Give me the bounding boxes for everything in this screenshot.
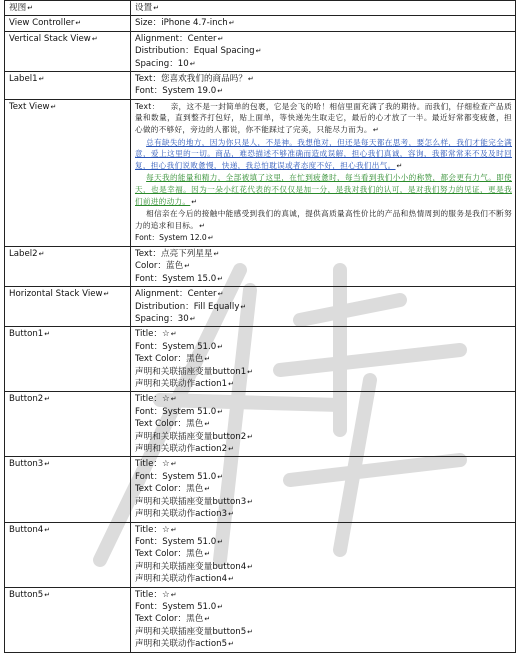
view-name-cell: Text View↵ [5, 99, 131, 246]
setting-line: Distribution：Fill Equally↵ [135, 301, 247, 312]
paragraph-mark-icon: ↵ [217, 602, 224, 611]
setting-line: Font：System 12.0↵ [135, 233, 214, 243]
table-row [5, 392, 516, 457]
paragraph-mark-icon: ↵ [228, 380, 234, 389]
paragraph-mark-icon: ↵ [228, 575, 234, 584]
paragraph-mark-icon: ↵ [189, 315, 196, 323]
setting-cell [131, 72, 516, 100]
paragraph-mark-icon: ↵ [247, 75, 254, 84]
paragraph-mark-icon: ↵ [217, 87, 224, 96]
paragraph-mark-icon: ↵ [44, 525, 51, 534]
table-row [5, 287, 516, 327]
paragraph-mark-icon: ↵ [204, 420, 211, 429]
view-name-cell: Horizontal Stack View↵ [5, 287, 131, 327]
setting-cell [131, 587, 516, 652]
setting-line: Text：点亮下列星星↵ [135, 248, 220, 259]
paragraph-mark-icon: ↵ [372, 126, 379, 135]
setting-line: 声明和关联插座变量button3↵ [135, 496, 254, 507]
paragraph-mark-icon: ↵ [217, 342, 224, 351]
setting-line: Text： 亲，这不是一封简单的包裹，它是会飞的哈！相信里面充满了我的期待。而我们，仔细检查产品质量和数量，直到整齐打包好，贴上面单，等快递先生取走它，最后的心才放了一半。最近好常都变疲惫，担心做的不够好，旁边的人都说，你不能踩过了完美，只能尽力而为。↵ [135, 101, 512, 135]
setting-line: Distribution：Equal Spacing↵ [135, 46, 262, 57]
setting-line: 每天我的能量和精力，全部被填了这里，在忙到疲惫时，每当看到我们小小的称赞，都会更有力气。即使天，也是幸福。因为一朵小红花代表的不仅仅是加一分，是我对我们的认可，是对我们努力的见证，更是我们前进的动力。↵ [135, 173, 512, 206]
paragraph-mark-icon: ↵ [204, 485, 211, 494]
setting-line: Alignment：Center↵ [135, 33, 224, 44]
table-row [5, 327, 516, 392]
paragraph-mark-icon: ↵ [44, 460, 51, 469]
setting-line: Title：☆↵ [135, 524, 177, 535]
setting-line: Font：System 51.0↵ [135, 406, 224, 417]
paragraph-mark-icon: ↵ [199, 221, 206, 230]
view-name-cell: Button1↵ [5, 327, 131, 392]
table-row [5, 246, 516, 286]
setting-line: Font：System 15.0↵ [135, 273, 224, 284]
setting-line: Font：System 51.0↵ [135, 601, 224, 612]
setting-line: Text Color：黑色↵ [135, 484, 211, 495]
setting-line: Text Color：黑色↵ [135, 614, 211, 625]
view-name-cell: View Controller↵ [5, 16, 131, 31]
setting-line: 相信亲在今后的接触中能感受到我们的真诚，提供高质量高性价比的产品和热情周到的服务是我们不断努力的追求和目标。↵ [135, 209, 512, 230]
view-name-cell: Button2↵ [5, 392, 131, 457]
setting-line: Font：System 51.0↵ [135, 536, 224, 547]
paragraph-mark-icon: ↵ [75, 19, 82, 28]
table-row [5, 72, 516, 100]
paragraph-mark-icon: ↵ [228, 19, 235, 28]
paragraph-mark-icon: ↵ [103, 290, 110, 299]
view-name-cell: Label1↵ [5, 72, 131, 100]
paragraph-mark-icon: ↵ [191, 197, 198, 206]
paragraph-mark-icon: ↵ [204, 355, 211, 364]
setting-line: 声明和关联动作action1↵ [135, 379, 234, 390]
paragraph-mark-icon: ↵ [217, 537, 224, 546]
view-name-cell: Button4↵ [5, 522, 131, 587]
setting-cell [131, 287, 516, 327]
table-row [5, 99, 516, 246]
paragraph-mark-icon: ↵ [228, 640, 234, 649]
paragraph-mark-icon: ↵ [213, 249, 220, 258]
paragraph-mark-icon: ↵ [217, 274, 224, 283]
header-setting-cell: 设置↵ [131, 1, 516, 16]
paragraph-mark-icon: ↵ [27, 4, 34, 12]
setting-line: Title：☆↵ [135, 394, 177, 405]
setting-cell [131, 31, 516, 71]
header-view-cell: 视图↵ [5, 1, 131, 16]
paragraph-mark-icon: ↵ [170, 525, 177, 534]
setting-line: Font：System 19.0↵ [135, 86, 224, 97]
table-row [5, 457, 516, 522]
setting-cell [131, 392, 516, 457]
setting-line: Title：☆↵ [135, 589, 177, 600]
setting-line: Spacing：30↵ [135, 314, 196, 324]
paragraph-mark-icon: ↵ [44, 330, 51, 339]
paragraph-mark-icon: ↵ [247, 432, 254, 441]
paragraph-mark-icon: ↵ [204, 550, 211, 559]
setting-line: Text：您喜欢我们的商品吗？↵ [135, 74, 254, 85]
paragraph-mark-icon: ↵ [255, 47, 262, 56]
setting-cell [131, 16, 516, 31]
view-name-cell: Label2↵ [5, 246, 131, 286]
setting-line: Text Color：黑色↵ [135, 419, 211, 430]
setting-line: 声明和关联插座变量button4↵ [135, 561, 254, 572]
paragraph-mark-icon: ↵ [38, 249, 45, 258]
setting-line: Font：System 51.0↵ [135, 341, 224, 352]
view-name-cell: Button3↵ [5, 457, 131, 522]
paragraph-mark-icon: ↵ [91, 34, 98, 43]
setting-line: Title：☆↵ [135, 329, 177, 340]
paragraph-mark-icon: ↵ [247, 367, 254, 376]
paragraph-mark-icon: ↵ [396, 161, 403, 170]
view-name-cell: Vertical Stack View↵ [5, 31, 131, 71]
paragraph-mark-icon: ↵ [247, 627, 254, 636]
paragraph-mark-icon: ↵ [170, 395, 177, 404]
table-row [5, 31, 516, 71]
setting-line: 声明和关联插座变量button5↵ [135, 626, 254, 637]
paragraph-mark-icon: ↵ [217, 407, 224, 416]
paragraph-mark-icon: ↵ [204, 615, 211, 624]
setting-line: 总有缺失的地方，因为你只是人，不是神。我想他对，但还是每天都在思考，要怎么样，我们才能完全满意，爱上这里的一切。商品，难恐描述不够准确而造成误解，担心我们真诚，容询，我都常常来不及及时回复，担心我们说败惫慢，快递，我总怕耽误或者态度不好，担心我们出气。↵ [135, 137, 512, 170]
settings-table [4, 0, 516, 653]
setting-line: 声明和关联插座变量button2↵ [135, 431, 254, 442]
paragraph-mark-icon: ↵ [44, 590, 51, 599]
setting-cell [131, 327, 516, 392]
table-row [5, 16, 516, 31]
paragraph-mark-icon: ↵ [240, 302, 247, 311]
paragraph-mark-icon: ↵ [217, 34, 224, 43]
setting-line: Spacing：10↵ [135, 58, 196, 69]
setting-cell [131, 246, 516, 286]
paragraph-mark-icon: ↵ [247, 497, 254, 506]
setting-line: Text Color：黑色↵ [135, 354, 211, 365]
setting-line: 声明和关联动作action3↵ [135, 509, 234, 520]
setting-line: 声明和关联插座变量button1↵ [135, 366, 254, 377]
paragraph-mark-icon: ↵ [38, 75, 45, 84]
paragraph-mark-icon: ↵ [217, 290, 224, 299]
setting-cell [131, 522, 516, 587]
paragraph-mark-icon: ↵ [153, 4, 160, 12]
setting-line: Size：iPhone 4.7-inch↵ [135, 18, 235, 29]
textview-cell [131, 99, 516, 246]
table-row [5, 587, 516, 652]
setting-line: 声明和关联动作action4↵ [135, 574, 234, 585]
view-name-cell: Button5↵ [5, 587, 131, 652]
paragraph-mark-icon: ↵ [189, 59, 196, 68]
paragraph-mark-icon: ↵ [170, 330, 177, 339]
paragraph-mark-icon: ↵ [207, 234, 214, 243]
table-header-row [5, 1, 516, 16]
paragraph-mark-icon: ↵ [228, 510, 234, 519]
paragraph-mark-icon: ↵ [247, 562, 254, 571]
paragraph-mark-icon: ↵ [217, 472, 224, 481]
setting-line: 声明和关联动作action2↵ [135, 444, 234, 455]
setting-line: 声明和关联动作action5↵ [135, 639, 234, 650]
table-row [5, 522, 516, 587]
paragraph-mark-icon: ↵ [228, 445, 234, 454]
paragraph-mark-icon: ↵ [170, 590, 177, 599]
paragraph-mark-icon: ↵ [44, 395, 51, 404]
setting-line: Text Color：黑色↵ [135, 549, 211, 560]
setting-line: Font：System 51.0↵ [135, 471, 224, 482]
setting-cell [131, 457, 516, 522]
setting-line: Color：蓝色↵ [135, 261, 191, 272]
paragraph-mark-icon: ↵ [170, 460, 177, 469]
paragraph-mark-icon: ↵ [184, 262, 191, 271]
setting-line: Title：☆↵ [135, 459, 177, 470]
setting-line: Alignment：Center↵ [135, 289, 224, 300]
paragraph-mark-icon: ↵ [50, 102, 57, 111]
